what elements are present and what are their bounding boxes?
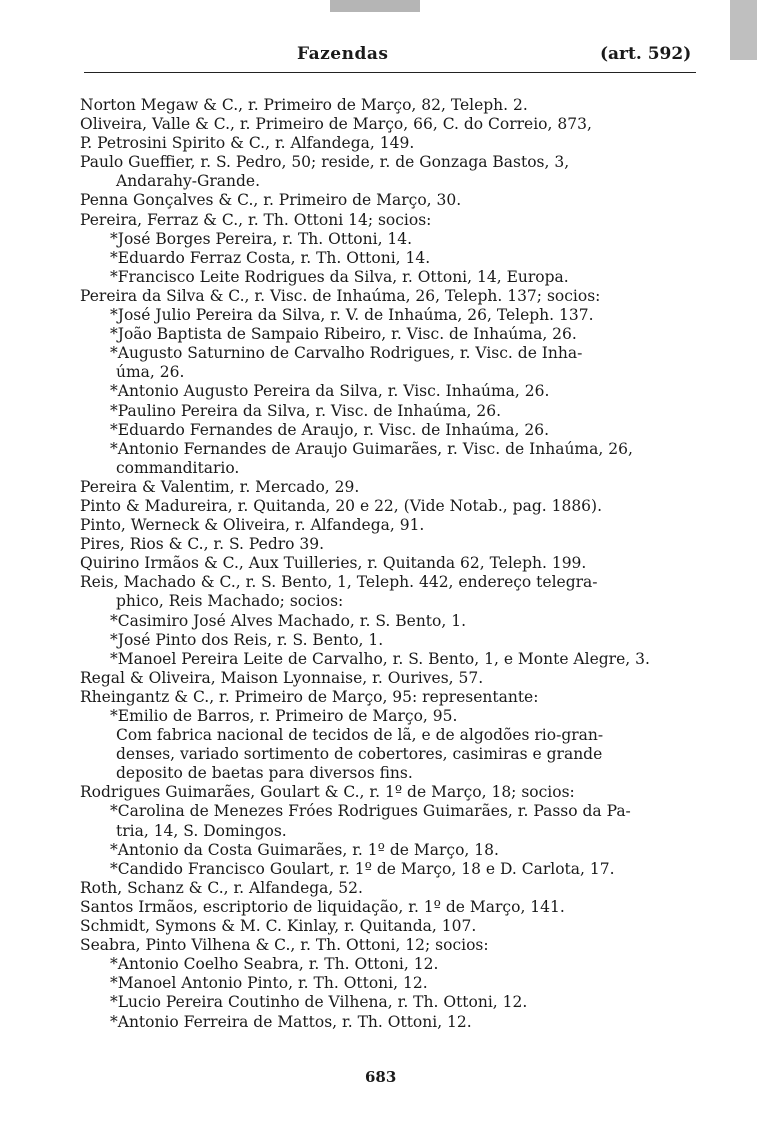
firm-entry: Penna Gonçalves & C., r. Primeiro de Março, 30. <box>80 191 462 210</box>
partner-line: *Antonio da Costa Guimarães, r. 1º de Março, 18. <box>110 840 499 859</box>
partner-line: *José Julio Pereira da Silva, r. V. de Inhaúma, 26, Teleph. 137. <box>110 306 594 325</box>
entry-continuation: deposito de baetas para diversos fins. <box>116 764 413 783</box>
firm-entry: Rheingantz & C., r. Primeiro de Março, 95: representante: <box>80 687 539 706</box>
firm-entry: Paulo Gueffier, r. S. Pedro, 50; reside, r. de Gonzaga Bastos, 3, <box>80 153 570 172</box>
partner-line: *Eduardo Fernandes de Araujo, r. Visc. de Inhaúma, 26. <box>110 420 550 439</box>
firm-entry: Pires, Rios & C., r. S. Pedro 39. <box>80 535 325 554</box>
partner-line: *Casimiro José Alves Machado, r. S. Bento, 1. <box>110 611 467 630</box>
partner-line: *Candido Francisco Goulart, r. 1º de Março, 18 e D. Carlota, 17. <box>110 859 615 878</box>
partner-line: *Augusto Saturnino de Carvalho Rodrigues, r. Visc. de Inha- <box>110 344 583 363</box>
partner-line: *Carolina de Menezes Fróes Rodrigues Guimarães, r. Passo da Pa- <box>110 802 631 821</box>
partner-line: *Eduardo Ferraz Costa, r. Th. Ottoni, 14. <box>110 248 431 267</box>
partner-line: *Antonio Ferreira de Mattos, r. Th. Ottoni, 12. <box>110 1012 472 1031</box>
entry-continuation: Andarahy-Grande. <box>116 172 261 191</box>
partner-line: *José Borges Pereira, r. Th. Ottoni, 14. <box>110 229 413 248</box>
entry-continuation: denses, variado sortimento de cobertores, casimiras e grande <box>116 745 603 764</box>
partner-line: *Francisco Leite Rodrigues da Silva, r. Ottoni, 14, Europa. <box>110 267 569 286</box>
page-title: Fazendas <box>297 44 389 64</box>
firm-entry: Rodrigues Guimarães, Goulart & C., r. 1º de Março, 18; socios: <box>80 783 575 802</box>
partner-line: *Antonio Augusto Pereira da Silva, r. Visc. Inhaúma, 26. <box>110 382 550 401</box>
firm-entry: Schmidt, Symons & M. C. Kinlay, r. Quitanda, 107. <box>80 917 477 936</box>
firm-entry: Reis, Machado & C., r. S. Bento, 1, Teleph. 442, endereço telegra- <box>80 573 598 592</box>
firm-entry: Norton Megaw & C., r. Primeiro de Março, 82, Teleph. 2. <box>80 96 528 114</box>
firm-entry: Roth, Schanz & C., r. Alfandega, 52. <box>80 878 363 897</box>
partner-line: *José Pinto dos Reis, r. S. Bento, 1. <box>110 630 384 649</box>
partner-line: *Manoel Pereira Leite de Carvalho, r. S. Bento, 1, e Monte Alegre, 3. <box>110 649 650 668</box>
firm-entry: Regal & Oliveira, Maison Lyonnaise, r. Ourives, 57. <box>80 668 484 687</box>
firm-entry: Santos Irmãos, escriptorio de liquidação, r. 1º de Março, 141. <box>80 897 565 916</box>
page-header <box>0 44 757 72</box>
firm-entry: Pereira & Valentim, r. Mercado, 29. <box>80 477 360 496</box>
entry-continuation: phico, Reis Machado; socios: <box>116 592 344 611</box>
firm-entry: Seabra, Pinto Vilhena & C., r. Th. Ottoni, 12; socios: <box>80 936 489 955</box>
partner-line: *Paulino Pereira da Silva, r. Visc. de Inhaúma, 26. <box>110 401 502 420</box>
partner-line: *João Baptista de Sampaio Ribeiro, r. Visc. de Inhaúma, 26. <box>110 325 577 344</box>
scan-artifact <box>330 0 420 12</box>
partner-line: *Antonio Coelho Seabra, r. Th. Ottoni, 12. <box>110 955 439 974</box>
partner-line: *Manoel Antonio Pinto, r. Th. Ottoni, 12. <box>110 974 428 993</box>
partner-line: *Emilio de Barros, r. Primeiro de Março, 95. <box>110 707 458 725</box>
section-reference: (art. 592) <box>600 44 692 64</box>
firm-entry: Pinto & Madureira, r. Quitanda, 20 e 22, (Vide Notab., pag. 1886). <box>80 496 603 515</box>
entry-continuation: commanditario. <box>116 458 240 477</box>
entry-continuation: Com fabrica nacional de tecidos de lã, e de algodões rio-gran- <box>116 726 604 745</box>
entry-continuation: úma, 26. <box>116 363 185 382</box>
firm-entry: Pereira, Ferraz & C., r. Th. Ottoni 14; socios: <box>80 210 432 229</box>
entry-continuation: tria, 14, S. Domingos. <box>116 821 287 840</box>
page-number: 683 <box>365 1068 397 1086</box>
firm-entry: Oliveira, Valle & C., r. Primeiro de Março, 66, C. do Correio, 873, <box>80 115 592 134</box>
partner-line: *Antonio Fernandes de Araujo Guimarães, r. Visc. de Inhaúma, 26, <box>110 439 633 458</box>
entry-list <box>80 96 720 1032</box>
firm-entry: P. Petrosini Spirito & C., r. Alfandega, 149. <box>80 134 415 153</box>
firm-entry: Quirino Irmãos & C., Aux Tuilleries, r. Quitanda 62, Teleph. 199. <box>80 554 587 573</box>
firm-entry: Pereira da Silva & C., r. Visc. de Inhaúma, 26, Teleph. 137; socios: <box>80 286 601 305</box>
partner-line: *Lucio Pereira Coutinho de Vilhena, r. Th. Ottoni, 12. <box>110 993 528 1012</box>
firm-entry: Pinto, Werneck & Oliveira, r. Alfandega, 91. <box>80 516 425 535</box>
header-rule <box>84 72 696 73</box>
